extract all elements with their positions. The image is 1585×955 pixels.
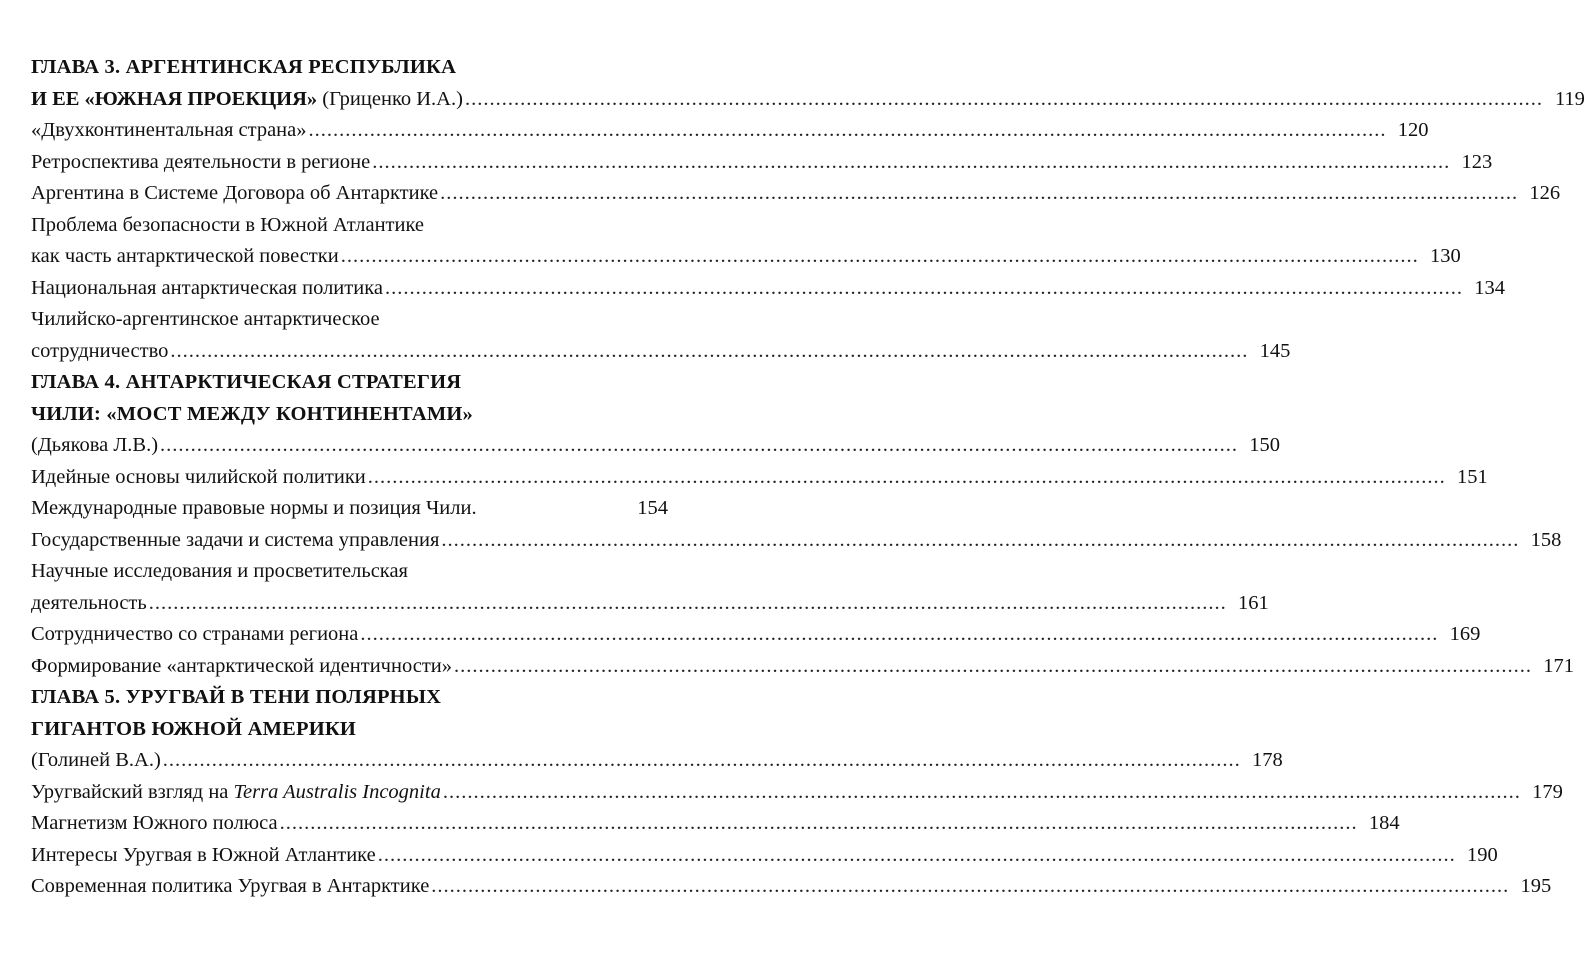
- dot-leader: ................................................................................................................................................................................: [431, 875, 1510, 897]
- toc-entry-text: сотрудничество: [31, 339, 169, 362]
- toc-entry: [31, 115, 1429, 147]
- toc-entry: [31, 462, 1488, 494]
- toc-entry-text-line-1: Проблема безопасности в Южной Атлантике: [31, 213, 425, 236]
- chapter-4-title-line-2: ЧИЛИ: «МОСТ МЕЖДУ КОНТИНЕНТАМИ»: [31, 402, 474, 425]
- toc-entry: [31, 619, 1481, 651]
- chapter-4-title-line-1: ГЛАВА 4. АНТАРКТИЧЕСКАЯ СТРАТЕГИЯ: [31, 371, 462, 393]
- chapter-4-page: 150: [1249, 434, 1281, 456]
- toc-entry-page: 161: [1237, 591, 1269, 614]
- dot-leader: ................................................................................................................................................................................: [308, 119, 1387, 141]
- toc-entry-page: 169: [1449, 623, 1481, 645]
- toc-entry-text: Интересы Уругвая в Южной Атлантике: [31, 843, 376, 866]
- chapter-4-author: (Дьякова Л.В.): [31, 434, 159, 456]
- table-of-contents: [31, 52, 1585, 903]
- toc-entry-text: Современная политика Уругвая в Антарктике: [31, 875, 430, 897]
- toc-entry-page: 190: [1466, 843, 1498, 866]
- chapter-4-author-line: [31, 430, 1281, 462]
- chapter-3-title-bold: И ЕЕ «ЮЖНАЯ ПРОЕКЦИЯ»: [31, 87, 318, 110]
- toc-entry-text-italic: Terra Australis Incognita: [233, 780, 441, 803]
- dot-leader: ................................................................................................................................................................................: [160, 434, 1239, 456]
- dot-leader: ................................................................................................................................................................................: [367, 465, 1446, 488]
- dot-leader: ................................................................................................................................................................................: [442, 780, 1521, 803]
- toc-entry-text: Ретроспектива деятельности в регионе: [31, 150, 371, 173]
- dot-leader: ................................................................................................................................................................................: [148, 591, 1227, 614]
- dot-leader: ................................................................................................................................................................................: [384, 276, 1463, 299]
- toc-entry-page: 184: [1368, 812, 1400, 834]
- toc-entry-text: Идейные основы чилийской политики: [31, 465, 366, 488]
- chapter-5-author: (Голиней В.А.): [31, 749, 161, 771]
- dot-leader: ................................................................................................................................................................................: [440, 182, 1519, 204]
- toc-entry-text-line-1: Чилийско-аргентинское антарктическое: [31, 308, 380, 330]
- dot-leader: ................................................................................................................................................................................: [340, 245, 1419, 267]
- toc-entry-page: 123: [1461, 150, 1493, 173]
- toc-entry-page: 171: [1543, 654, 1575, 677]
- toc-entry-text-line-1: Научные исследования и просветительская: [31, 560, 408, 582]
- chapter-5-page: 178: [1252, 749, 1283, 771]
- toc-entry-page: 145: [1259, 339, 1291, 362]
- dot-leader: ................................................................................................................................................................................: [377, 843, 1456, 866]
- toc-entry: [31, 147, 1493, 179]
- toc-entry: [31, 493, 668, 525]
- toc-entry-text-roman: Уругвайский взгляд на: [31, 780, 234, 803]
- dot-leader: ................................................................................................................................................................................: [279, 812, 1358, 834]
- toc-entry: [31, 241, 1461, 273]
- toc-entry-text: Магнетизм Южного полюса: [31, 812, 278, 834]
- toc-entry-text: Сотрудничество со странами региона: [31, 623, 359, 645]
- toc-entry: [31, 871, 1552, 903]
- dot-leader: ................................................................................................................................................................................: [372, 150, 1451, 173]
- toc-entry-text: Формирование «антарктической идентичности»: [31, 654, 453, 677]
- chapter-5-author-line: [31, 745, 1283, 777]
- toc-entry-text: «Двухконтинентальная страна»: [31, 119, 307, 141]
- toc-entry-page: 120: [1397, 119, 1429, 141]
- toc-entry-page: 126: [1529, 182, 1561, 204]
- chapter-5-title-line-2: ГИГАНТОВ ЮЖНОЙ АМЕРИКИ: [31, 717, 357, 740]
- dot-leader: ................................................................................................................................................................................: [360, 623, 1439, 645]
- toc-entry-page: 195: [1520, 875, 1552, 897]
- dot-leader: ................................................................................................................................................................................: [162, 749, 1241, 771]
- dot-leader: ................................................................................................................................................................................: [441, 528, 1520, 551]
- toc-entry-text: [31, 777, 441, 809]
- toc-entry: [31, 525, 1562, 557]
- dot-leader: ................................................................................................................................................................................: [464, 87, 1543, 110]
- toc-entry-page: 134: [1474, 276, 1505, 299]
- toc-entry-page: 179: [1532, 780, 1563, 803]
- chapter-3-title-line-2: [31, 84, 1585, 116]
- toc-entry-text: Государственные задачи и система управления: [31, 528, 440, 551]
- toc-entry-page: 154: [637, 497, 668, 519]
- toc-entry-text: как часть антарктической повестки: [31, 245, 339, 267]
- toc-entry-page: 151: [1457, 465, 1488, 488]
- toc-entry-text: деятельность: [31, 591, 147, 614]
- toc-entry: [31, 588, 1269, 620]
- toc-entry: [31, 651, 1575, 683]
- dot-leader: ................................................................................................................................................................................: [170, 339, 1249, 362]
- toc-entry: [31, 273, 1505, 305]
- toc-entry: [31, 808, 1400, 840]
- chapter-3-author: (Гриценко И.А.): [322, 87, 463, 110]
- chapter-5-title-line-1: ГЛАВА 5. УРУГВАЙ В ТЕНИ ПОЛЯРНЫХ: [31, 686, 442, 708]
- toc-entry-text: Национальная антарктическая политика: [31, 276, 383, 299]
- chapter-3-title-text: [31, 84, 463, 116]
- toc-entry: [31, 336, 1291, 368]
- toc-entry-page: 158: [1530, 528, 1562, 551]
- toc-entry: [31, 178, 1561, 210]
- chapter-3-page: 119: [1554, 87, 1585, 110]
- dot-leader: ................................................................................................................................................................................: [454, 654, 1533, 677]
- toc-entry: [31, 777, 1563, 809]
- toc-entry-page: 130: [1429, 245, 1461, 267]
- toc-entry-text: Аргентина в Системе Договора об Антарктике: [31, 182, 439, 204]
- chapter-3-title-line-1: ГЛАВА 3. АРГЕНТИНСКАЯ РЕСПУБЛИКА: [31, 56, 457, 78]
- toc-entry-text: Международные правовые нормы и позиция Чили.: [31, 497, 477, 519]
- toc-entry: [31, 840, 1498, 872]
